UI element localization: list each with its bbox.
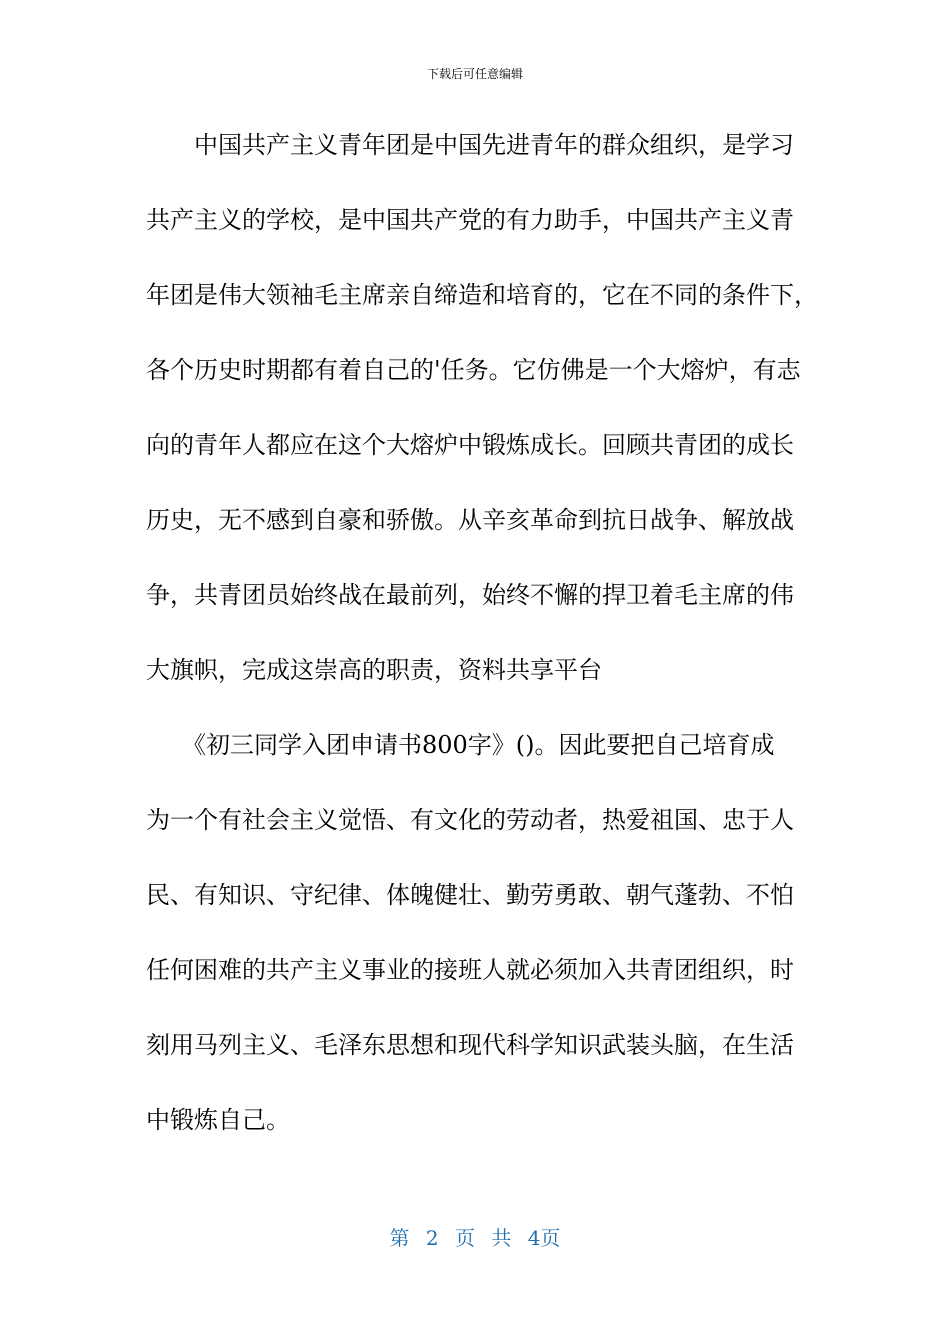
body-line: 中锻炼自己。 [146, 1106, 290, 1134]
body-line: 刻用马列主义、毛泽东思想和现代科学知识武装头脑，在生活 [146, 1031, 794, 1059]
body-line: 民、有知识、守纪律、体魄健壮、勤劳勇敢、朝气蓬勃、不怕 [146, 881, 794, 909]
body-line: 大旗帜，完成这崇高的职责，资料共享平台 [146, 656, 602, 684]
body-line: 为一个有社会主义觉悟、有文化的劳动者，热爱祖国、忠于人 [146, 806, 794, 834]
body-line: 任何困难的共产主义事业的接班人就必须加入共青团组织，时 [146, 956, 794, 984]
document-body [146, 120, 818, 1170]
page-header: 下载后可任意编辑 [426, 67, 523, 81]
body-line: 共产主义的学校，是中国共产党的有力助手，中国共产主义青 [146, 206, 794, 234]
body-line: 中国共产主义青年团是中国先进青年的群众组织，是学习 [146, 131, 794, 159]
body-line: 争，共青团员始终战在最前列，始终不懈的捍卫着毛主席的伟 [146, 581, 794, 609]
body-line: 向的青年人都应在这个大熔炉中锻炼成长。回顾共青团的成长 [146, 431, 794, 459]
body-line: 各个历史时期都有着自己的'任务。它仿佛是一个大熔炉，有志 [146, 356, 801, 384]
page-number-footer: 第 2 页 共 4页 [389, 1226, 561, 1250]
body-line: 《初三同学入团申请书800字》()。因此要把自己培育成 [146, 731, 775, 759]
body-line: 年团是伟大领袖毛主席亲自缔造和培育的，它在不同的条件下， [146, 281, 818, 309]
body-line: 历史，无不感到自豪和骄傲。从辛亥革命到抗日战争、解放战 [146, 506, 794, 534]
